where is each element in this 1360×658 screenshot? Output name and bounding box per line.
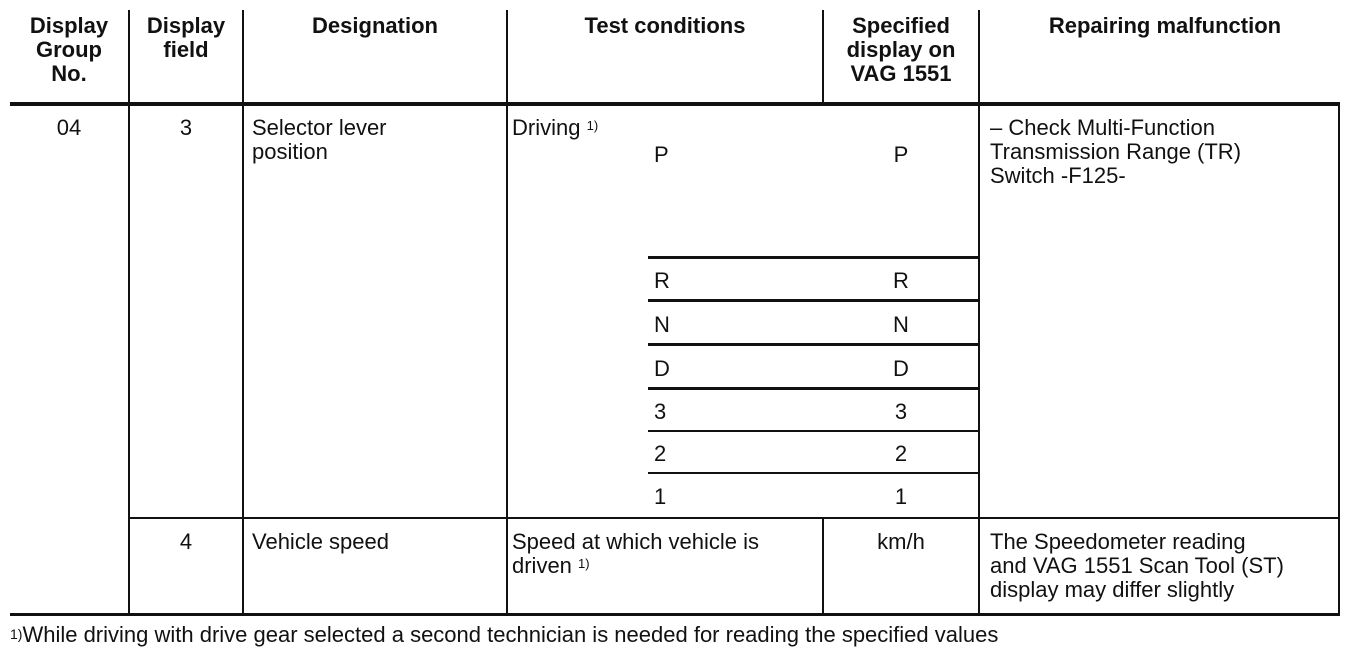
table-right-border: [1338, 106, 1340, 616]
group-number: 04: [56, 115, 82, 140]
designation-vehicle-speed: Vehicle speed: [252, 529, 389, 554]
table-bottom-rule: [10, 613, 1340, 616]
position-divider: [648, 256, 978, 259]
condition-driving-text: Driving: [512, 115, 581, 140]
position-2-display: 2: [894, 441, 908, 466]
header-repairing-malfunction: Repairing malfunction: [1048, 13, 1282, 38]
header-display-field: Display field: [146, 13, 226, 62]
position-divider: [648, 430, 978, 432]
footnote-text: While driving with drive gear selected a second technician is needed for reading the specified values: [22, 622, 999, 647]
column-divider: [128, 10, 130, 616]
header-specified-display: Specified display on VAG 1551: [846, 13, 956, 86]
position-n-condition: N: [654, 312, 670, 337]
header-designation: Designation: [312, 13, 438, 38]
column-divider: [242, 10, 244, 616]
position-d-condition: D: [654, 356, 670, 381]
position-divider: [648, 387, 978, 390]
position-r-condition: R: [654, 268, 670, 293]
footnote-marker: 1): [586, 118, 599, 133]
designation-selector-lever: Selector lever position: [252, 115, 387, 164]
column-divider: [506, 10, 508, 616]
position-divider: [648, 299, 978, 302]
position-1-display: 1: [894, 484, 908, 509]
position-p-display: P: [893, 142, 909, 167]
column-divider: [978, 10, 980, 616]
position-divider: [648, 472, 978, 474]
display-field-3: 3: [179, 115, 193, 140]
position-p-condition: P: [654, 142, 669, 167]
position-n-display: N: [893, 312, 909, 337]
repair-speedometer-note: The Speedometer reading and VAG 1551 Scan Tool (ST) display may differ slightly: [990, 529, 1284, 602]
condition-speed-text: Speed at which vehicle is driven: [512, 529, 760, 578]
position-3-condition: 3: [654, 399, 667, 424]
position-2-condition: 2: [654, 441, 667, 466]
display-field-4: 4: [179, 529, 193, 554]
position-3-display: 3: [894, 399, 908, 424]
column-divider: [822, 10, 824, 104]
column-divider: [822, 518, 824, 616]
position-1-condition: 1: [654, 484, 667, 509]
footnote-marker: 1): [578, 556, 590, 571]
header-rule: [10, 102, 1340, 106]
footnote-mark: 1): [10, 626, 23, 642]
position-d-display: D: [893, 356, 909, 381]
header-display-group: Display Group No.: [29, 13, 109, 86]
footnote: [10, 622, 998, 648]
position-divider: [648, 343, 978, 346]
header-test-conditions: Test conditions: [584, 13, 746, 38]
condition-speed: [512, 530, 822, 578]
row-divider: [128, 517, 1340, 519]
repair-check-tr-switch: – Check Multi-Function Transmission Range (TR) Switch -F125-: [990, 115, 1242, 188]
condition-driving: [512, 116, 812, 140]
position-r-display: R: [893, 268, 909, 293]
display-km-h: km/h: [877, 529, 925, 554]
